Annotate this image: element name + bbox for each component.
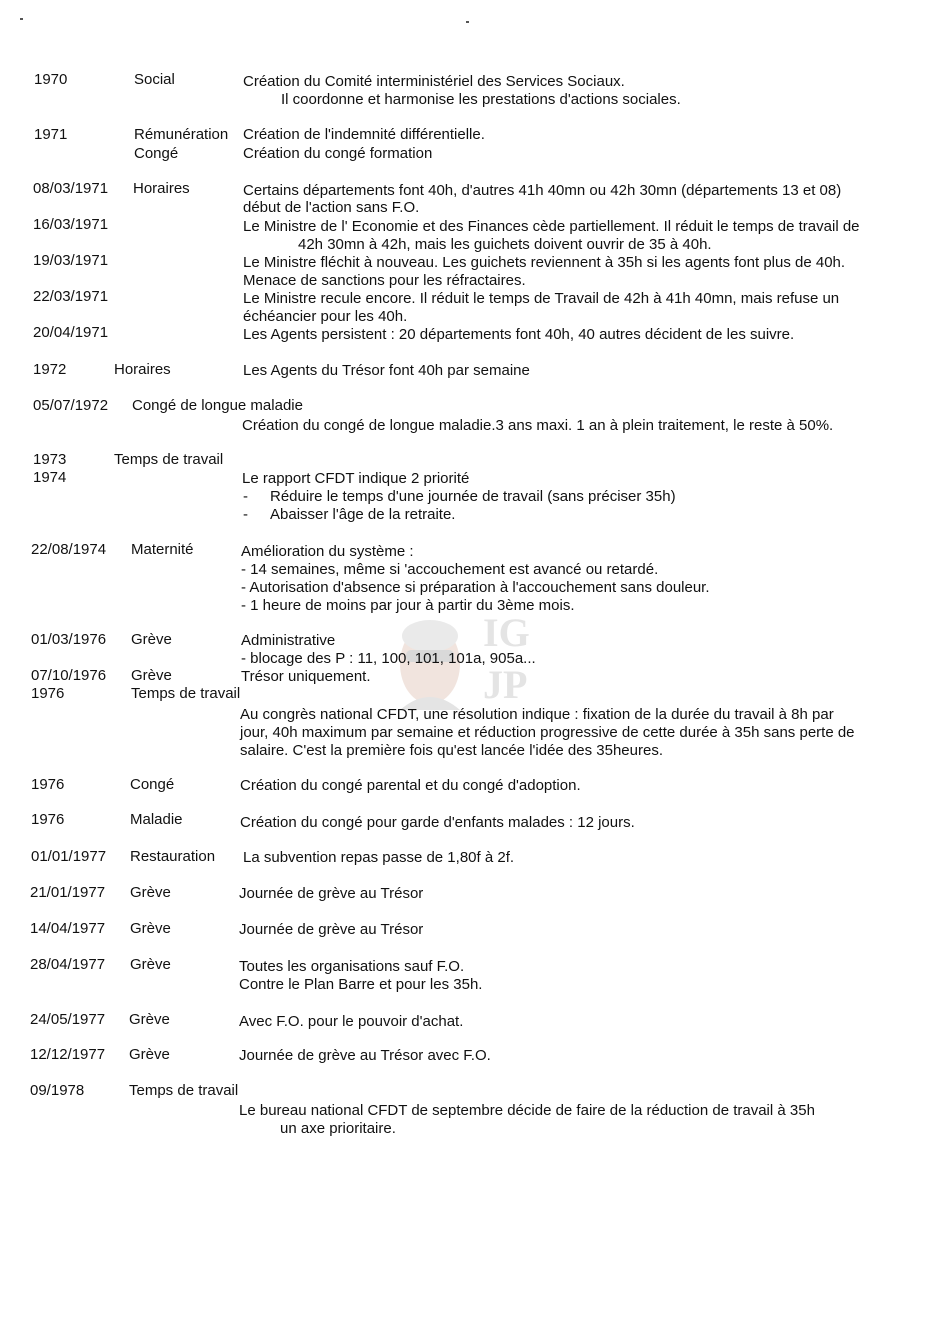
entry-text: Certains départements font 40h, d'autres 41h 40mn ou 42h 30mn (départements 13 et 08)	[243, 182, 842, 199]
entry-text: échéancier pour les 40h.	[243, 308, 408, 325]
entry-category: Temps de travail	[114, 451, 224, 468]
entry-date: 22/08/1974	[31, 541, 107, 558]
entry-date: 21/01/1977	[30, 884, 106, 901]
entry-text: Création du Comité interministériel des Services Sociaux.	[243, 73, 625, 90]
entry-category: Temps de travail	[129, 1082, 239, 1099]
entry-text: Au congrès national CFDT, une résolution indique : fixation de la durée du travail à 8h par	[240, 706, 834, 723]
entry-category: Grève	[131, 631, 172, 648]
entry-category: Grève	[129, 1046, 170, 1063]
entry-text: - Autorisation d'absence si préparation à l'accouchement sans douleur.	[241, 579, 710, 596]
bullet-dash: -	[243, 488, 248, 505]
entry-text: Toutes les organisations sauf F.O.	[239, 958, 465, 975]
scan-speck	[20, 18, 23, 20]
entry-category: Grève	[130, 920, 171, 937]
entry-date: 12/12/1977	[30, 1046, 106, 1063]
entry-category: Grève	[130, 884, 171, 901]
entry-text: - 1 heure de moins par jour à partir du 3ème mois.	[241, 597, 575, 614]
entry-text: Les Agents persistent : 20 départements font 40h, 40 autres décident de les suivre.	[243, 326, 795, 343]
entry-text: Création de l'indemnité différentielle.	[243, 126, 485, 143]
entry-category: Maternité	[131, 541, 194, 558]
entry-text: Contre le Plan Barre et pour les 35h.	[239, 976, 483, 993]
entry-text: Le bureau national CFDT de septembre décide de faire de la réduction de travail à 35h	[239, 1102, 815, 1119]
entry-text: Menace de sanctions pour les réfractaires.	[243, 272, 526, 289]
entry-date: 1974	[33, 469, 67, 486]
entry-date: 1970	[34, 71, 68, 88]
entry-text: Journée de grève au Trésor	[239, 921, 424, 938]
entry-text: - blocage des P : 11, 100, 101, 101a, 905a...	[241, 650, 536, 667]
entry-category: Grève	[129, 1011, 170, 1028]
entry-text: Le rapport CFDT indique 2 priorité	[242, 470, 470, 487]
svg-text:JP: JP	[483, 662, 528, 707]
entry-text: 42h 30mn à 42h, mais les guichets doivent ouvrir de 35 à 40h.	[298, 236, 712, 253]
entry-date: 28/04/1977	[30, 956, 106, 973]
entry-date: 1976	[31, 776, 65, 793]
entry-text: Administrative	[241, 632, 336, 649]
entry-text: Le Ministre de l' Economie et des Finances cède partiellement. Il réduit le temps de travail de	[243, 218, 860, 235]
entry-text: La subvention repas passe de 1,80f à 2f.	[243, 849, 515, 866]
entry-text: Avec F.O. pour le pouvoir d'achat.	[239, 1013, 464, 1030]
entry-text: - 14 semaines, même si 'accouchement est avancé ou retardé.	[241, 561, 659, 578]
entry-text: Création du congé de longue maladie.3 ans maxi. 1 an à plein traitement, le reste à 50%.	[242, 417, 834, 434]
entry-category: Restauration	[130, 848, 216, 865]
entry-text: Création du congé pour garde d'enfants malades : 12 jours.	[240, 814, 635, 831]
entry-text: début de l'action sans F.O.	[243, 199, 420, 216]
entry-text: Amélioration du système :	[241, 543, 414, 560]
entry-text: Il coordonne et harmonise les prestations d'actions sociales.	[281, 91, 681, 108]
bullet-text: Abaisser l'âge de la retraite.	[270, 506, 456, 523]
entry-category: Rémunération	[134, 126, 229, 143]
entry-text: Le Ministre fléchit à nouveau. Les guichets reviennent à 35h si les agents font plus de 40h.	[243, 254, 846, 271]
entry-date: 22/03/1971	[33, 288, 109, 305]
entry-date: 07/10/1976	[31, 667, 107, 684]
entry-category: Congé	[130, 776, 175, 793]
entry-text: Les Agents du Trésor font 40h par semaine	[243, 362, 530, 379]
entry-date: 16/03/1971	[33, 216, 109, 233]
entry-date: 01/01/1977	[31, 848, 107, 865]
entry-text: Le Ministre recule encore. Il réduit le temps de Travail de 42h à 41h 40mn, mais refuse un	[243, 290, 840, 307]
entry-category: Grève	[130, 956, 171, 973]
entry-category: Congé de longue maladie	[132, 397, 303, 414]
entry-text: Création du congé formation	[243, 145, 433, 162]
entry-text: salaire. C'est la première fois qu'est lancée l'idée des 35heures.	[240, 742, 663, 759]
entry-date: 1973	[33, 451, 67, 468]
entry-category: Congé	[134, 145, 179, 162]
entry-text: Création du congé parental et du congé d'adoption.	[240, 777, 581, 794]
entry-text: Trésor uniquement.	[241, 668, 371, 685]
scan-speck	[466, 21, 469, 23]
entry-category: Grève	[131, 667, 172, 684]
entry-text: jour, 40h maximum par semaine et réduction progressive de cette durée à 35h sans perte de	[240, 724, 855, 741]
entry-date: 19/03/1971	[33, 252, 109, 269]
entry-category: Horaires	[133, 180, 190, 197]
entry-category: Social	[134, 71, 175, 88]
entry-date: 09/1978	[30, 1082, 85, 1099]
entry-date: 01/03/1976	[31, 631, 107, 648]
svg-text:IG: IG	[483, 610, 530, 655]
entry-date: 20/04/1971	[33, 324, 109, 341]
entry-date: 1976	[31, 685, 65, 702]
entry-text: Journée de grève au Trésor	[239, 885, 424, 902]
entry-date: 05/07/1972	[33, 397, 109, 414]
entry-category: Temps de travail	[131, 685, 241, 702]
entry-category: Maladie	[130, 811, 183, 828]
entry-date: 1971	[34, 126, 68, 143]
entry-date: 14/04/1977	[30, 920, 106, 937]
entry-date: 08/03/1971	[33, 180, 109, 197]
entry-category: Horaires	[114, 361, 171, 378]
entry-text: Journée de grève au Trésor avec F.O.	[239, 1047, 491, 1064]
bullet-text: Réduire le temps d'une journée de travail (sans préciser 35h)	[270, 488, 676, 505]
entry-text: un axe prioritaire.	[280, 1120, 396, 1137]
entry-date: 1972	[33, 361, 67, 378]
entry-date: 1976	[31, 811, 65, 828]
entry-date: 24/05/1977	[30, 1011, 106, 1028]
bullet-dash: -	[243, 506, 248, 523]
